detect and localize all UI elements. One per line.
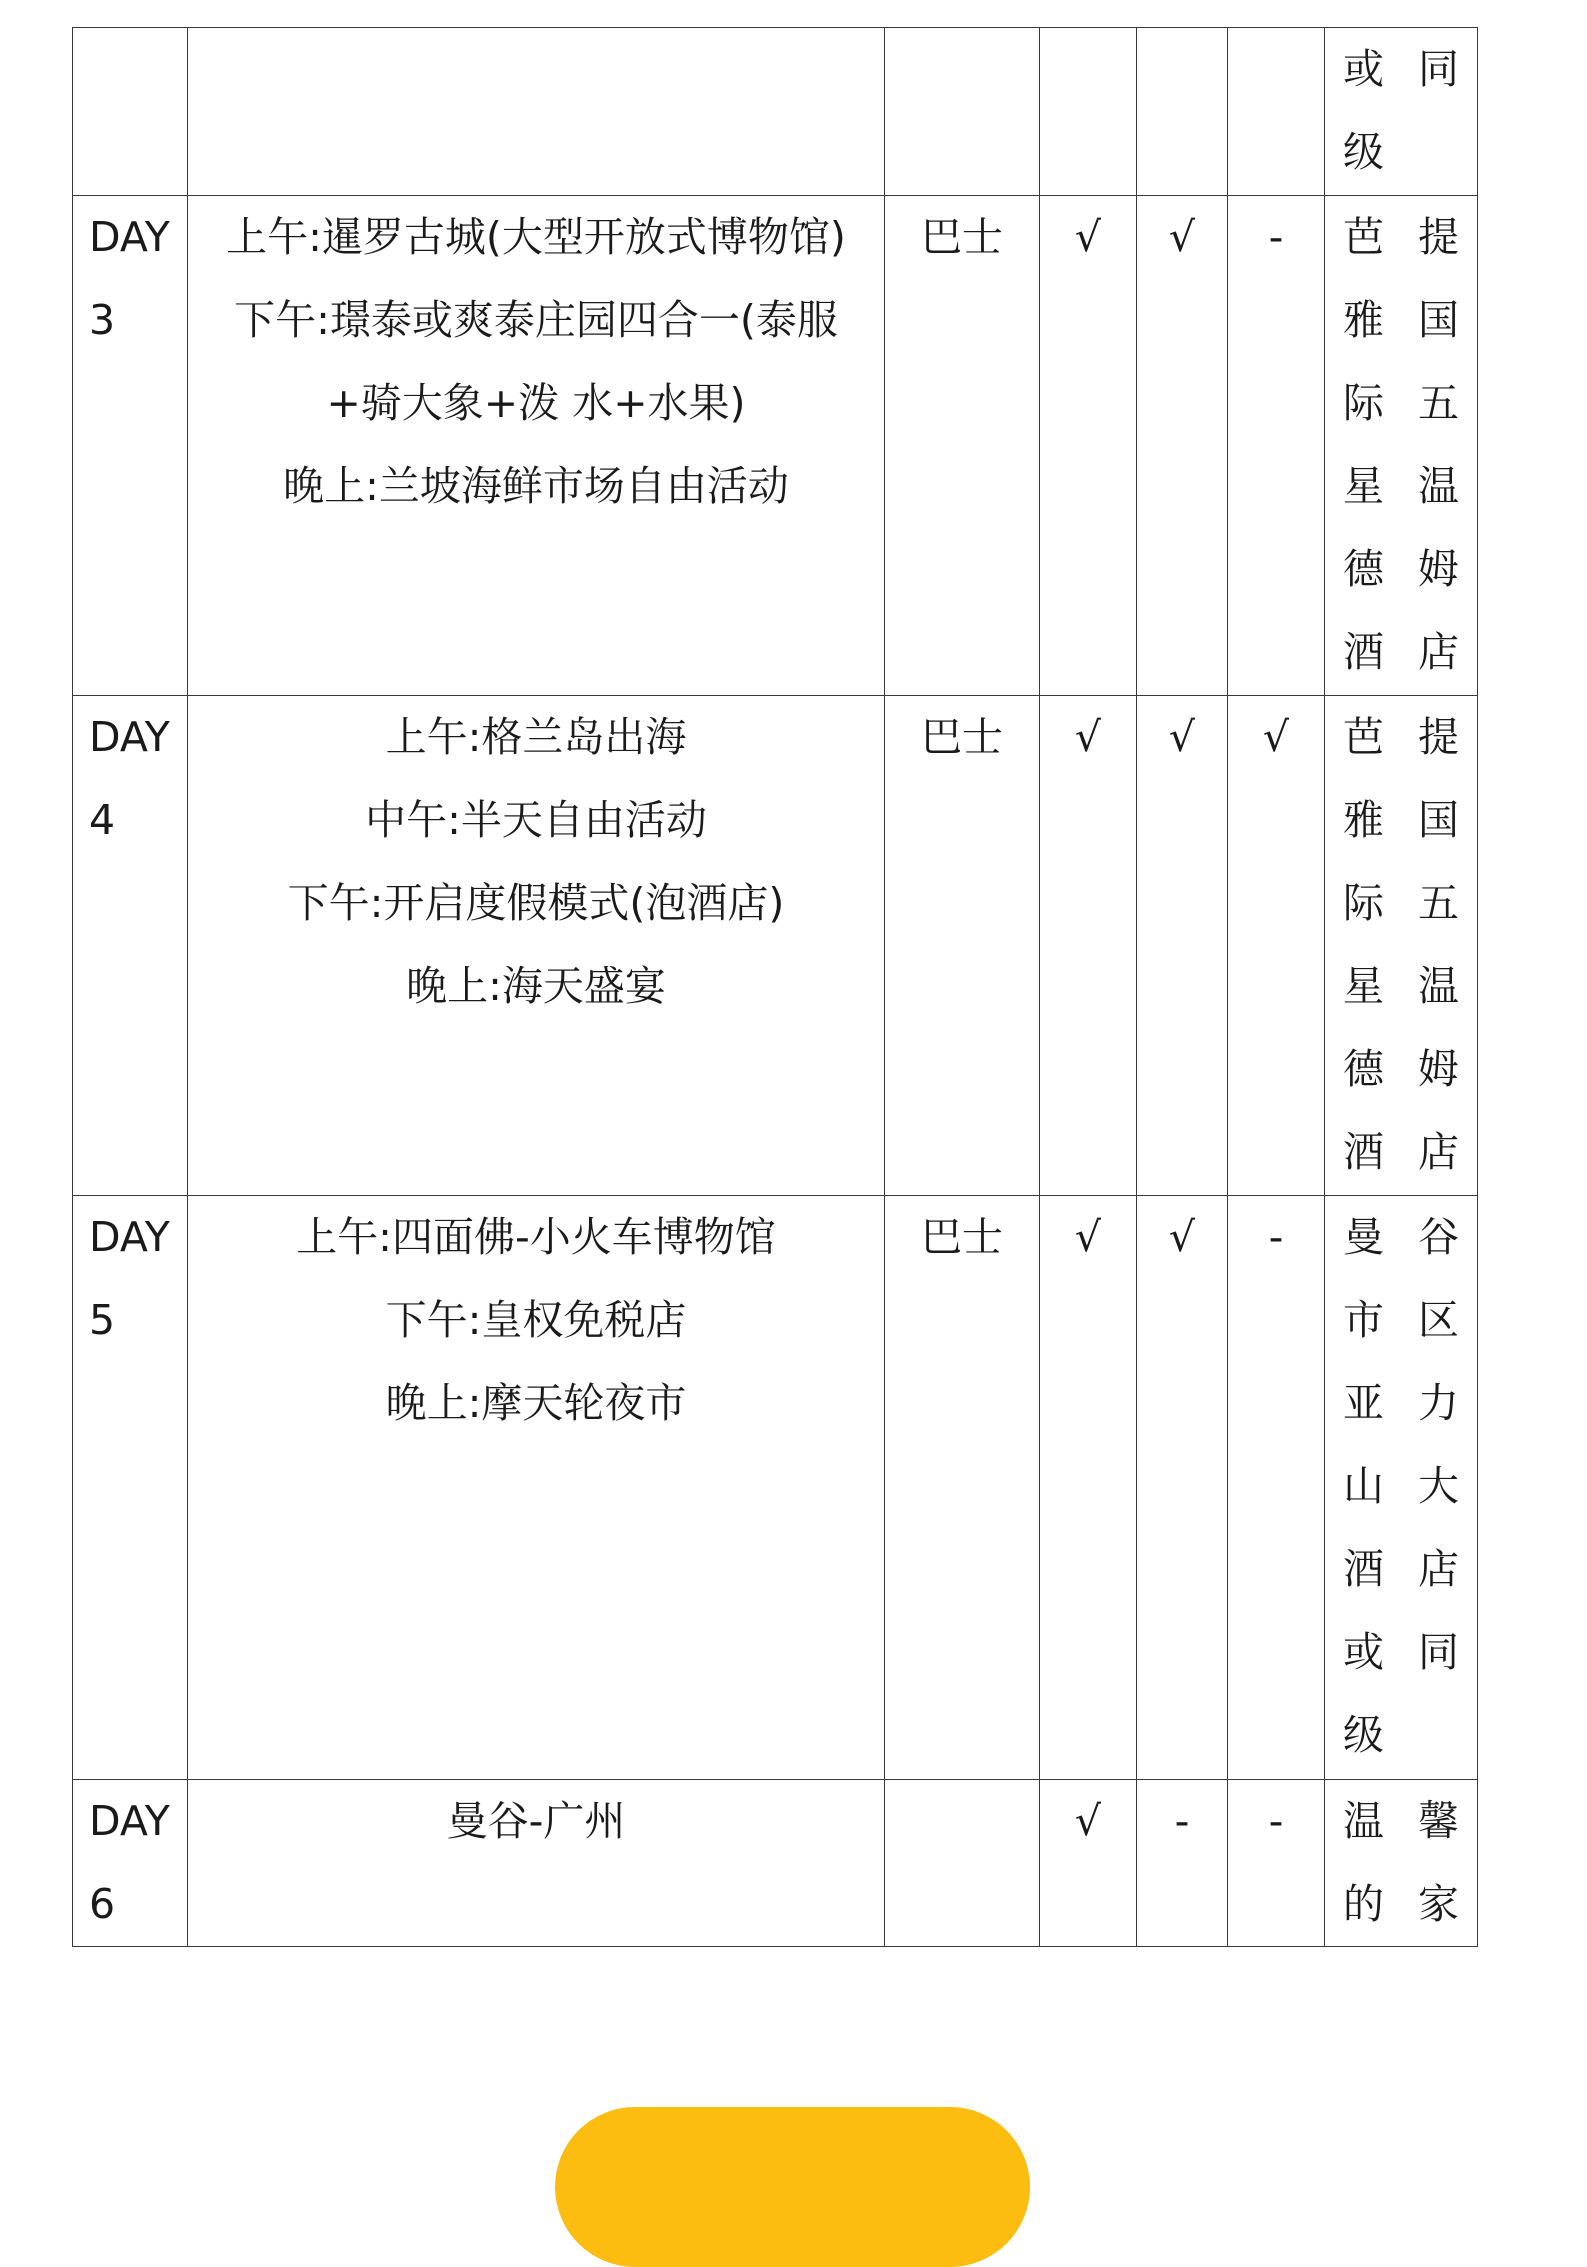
hotel-cell (1325, 196, 1478, 696)
hotel-cell (1325, 1196, 1478, 1780)
schedule-line: +骑大象+泼 水+水果) (326, 379, 746, 427)
hotel-line: 酒店 (1343, 628, 1459, 676)
hotel-line: 德 姆 (1343, 545, 1459, 593)
schedule-line: 下午:皇权免税店 (385, 1296, 687, 1344)
hotel-line: 德 姆 (1343, 1045, 1459, 1093)
hotel-line: 酒 店 (1343, 1545, 1459, 1593)
lunch-cell: √ (1137, 196, 1228, 696)
breakfast-cell (1040, 28, 1137, 196)
hotel-line: 亚力 (1343, 1379, 1459, 1427)
dinner-cell: - (1228, 1196, 1325, 1780)
lunch-cell (1137, 28, 1228, 196)
breakfast-cell: √ (1040, 196, 1137, 696)
hotel-line: 级 (1343, 128, 1384, 176)
table-row (73, 1780, 1478, 1947)
hotel-cell (1325, 28, 1478, 196)
schedule-line: 曼谷-广州 (446, 1797, 626, 1845)
schedule-line: 上午:暹罗古城(大型开放式博物馆) (226, 213, 846, 261)
hotel-line: 级 (1343, 1711, 1384, 1759)
schedule-cell (188, 696, 885, 1196)
dinner-cell (1228, 28, 1325, 196)
table-row (73, 28, 1478, 196)
hotel-line: 星温 (1343, 962, 1459, 1010)
schedule-line: 晚上:兰坡海鲜市场自由活动 (283, 462, 789, 510)
dinner-cell: √ (1228, 696, 1325, 1196)
hotel-line: 曼谷 (1343, 1213, 1459, 1261)
transport-cell: 巴士 (885, 196, 1040, 696)
transport-cell (885, 28, 1040, 196)
hotel-line: 际五 (1343, 379, 1459, 427)
schedule-line: 上午:格兰岛出海 (385, 713, 687, 761)
day-cell: DAY5 (73, 1196, 188, 1780)
schedule-cell (188, 1196, 885, 1780)
schedule-cell (188, 196, 885, 696)
hotel-line: 雅国 (1343, 796, 1459, 844)
transport-cell: 巴士 (885, 696, 1040, 1196)
lunch-cell: √ (1137, 696, 1228, 1196)
table-row (73, 1196, 1478, 1780)
hotel-line: 或同 (1343, 1628, 1459, 1676)
schedule-line: 晚上:海天盛宴 (406, 962, 666, 1010)
transport-cell (885, 1780, 1040, 1947)
hotel-line: 或同 (1343, 45, 1459, 93)
hotel-cell (1325, 1780, 1478, 1947)
itinerary-body (73, 28, 1478, 1947)
transport-cell: 巴士 (885, 1196, 1040, 1780)
dinner-cell: - (1228, 1780, 1325, 1947)
hotel-line: 雅国 (1343, 296, 1459, 344)
breakfast-cell: √ (1040, 1196, 1137, 1780)
lunch-cell: √ (1137, 1196, 1228, 1780)
schedule-cell (188, 1780, 885, 1947)
hotel-line: 际五 (1343, 879, 1459, 927)
breakfast-cell: √ (1040, 696, 1137, 1196)
schedule-line: 上午:四面佛-小火车博物馆 (296, 1213, 776, 1261)
hotel-line: 温馨 (1343, 1797, 1459, 1845)
table-row (73, 196, 1478, 696)
breakfast-cell: √ (1040, 1780, 1137, 1947)
action-button[interactable] (555, 2107, 1030, 2267)
lunch-cell: - (1137, 1780, 1228, 1947)
hotel-line: 芭提 (1343, 713, 1459, 761)
dinner-cell: - (1228, 196, 1325, 696)
day-cell: DAY3 (73, 196, 188, 696)
schedule-line: 下午:开启度假模式(泡酒店) (287, 879, 785, 927)
day-cell: DAY4 (73, 696, 188, 1196)
hotel-line: 酒店 (1343, 1128, 1459, 1176)
day-cell (73, 28, 188, 196)
hotel-line: 山大 (1343, 1462, 1459, 1510)
day-cell: DAY6 (73, 1780, 188, 1947)
hotel-line: 芭提 (1343, 213, 1459, 261)
hotel-cell (1325, 696, 1478, 1196)
schedule-line: 晚上:摩天轮夜市 (385, 1379, 687, 1427)
itinerary-table (72, 27, 1478, 1947)
schedule-line: 中午:半天自由活动 (365, 796, 707, 844)
hotel-line: 市区 (1343, 1296, 1459, 1344)
hotel-line: 星温 (1343, 462, 1459, 510)
schedule-cell (188, 28, 885, 196)
hotel-line: 的家 (1343, 1880, 1459, 1928)
schedule-line: 下午:璟泰或爽泰庄园四合一(泰服 (234, 296, 838, 344)
table-row (73, 696, 1478, 1196)
